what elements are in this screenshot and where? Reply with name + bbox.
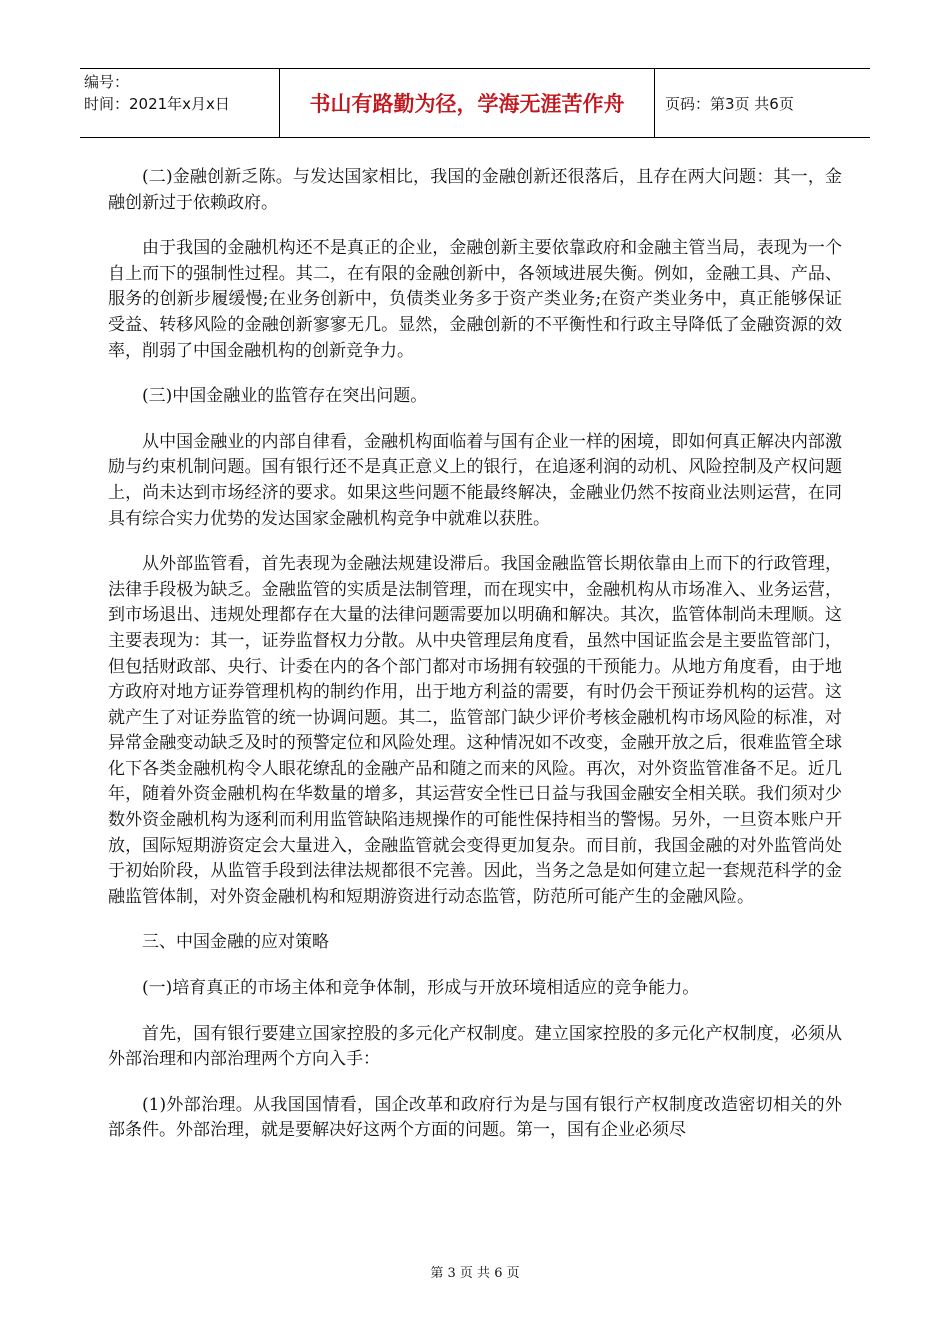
- paragraph: 从外部监管看，首先表现为金融法规建设滞后。我国金融监管长期依靠由上而下的行政管理，法律手段极为缺乏。金融监管的实质是法制管理，而在现实中，金融机构从市场准入、业务运营，到市场退出、违规处理都存在大量的法律问题需要加以明确和解决。其次，监管体制尚未理顺。这主要表现为：其一，证券监督权力分散。从中央管理层角度看，虽然中国证监会是主要监管部门，但包括财政部、央行、计委在内的各个部门都对市场拥有较强的干预能力。从地方角度看，由于地方政府对地方证券管理机构的制约作用，出于地方利益的需要，有时仍会干预证券机构的运营。这就产生了对证券监管的统一协调问题。其二，监管部门缺少评价考核金融机构市场风险的标准，对异常金融变动缺乏及时的预警定位和风险处理。这种情况如不改变，金融开放之后，很难监管全球化下各类金融机构令人眼花缭乱的金融产品和随之而来的风险。再次，对外资监管准备不足。近几年，随着外资金融机构在华数量的增多，其运营安全性已日益与我国金融安全相关联。我们须对少数外资金融机构为逐利而利用监管缺陷违规操作的可能性保持相当的警惕。另外，一旦资本账户开放，国际短期游资定会大量进入，金融监管就会变得更加复杂。而目前，我国金融的对外监管尚处于初始阶段，从监管手段到法律法规都很不完善。因此，当务之急是如何建立起一套规范科学的金融监管体制，对外资金融机构和短期游资进行动态监管，防范所可能产生的金融风险。: [108, 554, 842, 907]
- page-header: [80, 68, 870, 138]
- header-meta: [80, 69, 280, 137]
- page-footer: 第 3 页 共 6 页: [430, 1266, 520, 1281]
- paragraph: (1)外部治理。从我国国情看，国企改革和政府行为是与国有银行产权制度改造密切相关的外部条件。外部治理，就是要解决好这两个方面的问题。第一，国有企业必须尽: [108, 1094, 842, 1141]
- document-number: 编号：: [84, 73, 130, 91]
- section-heading: 三、中国金融的应对策略: [142, 932, 329, 953]
- section-heading: (三)中国金融业的监管存在突出问题。: [142, 386, 428, 407]
- paragraph: 由于我国的金融机构还不是真正的企业，金融创新主要依靠政府和金融主管当局，表现为一个自上而下的强制性过程。其二，在有限的金融创新中，各领域进展失衡。例如，金融工具、产品、服务的创新步履缓慢;在业务创新中，负债类业务多于资产类业务;在资产类业务中，真正能够保证受益、转移风险的金融创新寥寥无几。显然，金融创新的不平衡性和行政主导降低了金融资源的效率，削弱了中国金融机构的创新竞争力。: [108, 238, 843, 361]
- header-page-number: 页码：第3页 共6页: [665, 94, 794, 113]
- header-motto: 书山有路勤为径，学海无涯苦作舟: [280, 69, 655, 137]
- paragraph: (二)金融创新乏陈。与发达国家相比，我国的金融创新还很落后，且存在两大问题：其一，金融创新过于依赖政府。: [108, 167, 842, 213]
- paragraph: 从中国金融业的内部自律看，金融机构面临着与国有企业一样的困境，即如何真正解决内部激励与约束机制问题。国有银行还不是真正意义上的银行，在追逐利润的动机、风险控制及产权问题上，尚未达到市场经济的要求。如果这些问题不能最终解决，金融业仍然不按商业法则运营，在同具有综合实力优势的发达国家金融机构竞争中就难以获胜。: [108, 431, 842, 529]
- document-date: 时间：2021年x月x日: [84, 95, 230, 113]
- paragraph: 首先，国有银行要建立国家控股的多元化产权制度。建立国家控股的多元化产权制度，必须从外部治理和内部治理两个方向入手：: [108, 1023, 842, 1070]
- document-body: [108, 165, 842, 1164]
- section-heading: (一)培育真正的市场主体和竞争体制，形成与开放环境相适应的竞争能力。: [142, 978, 700, 999]
